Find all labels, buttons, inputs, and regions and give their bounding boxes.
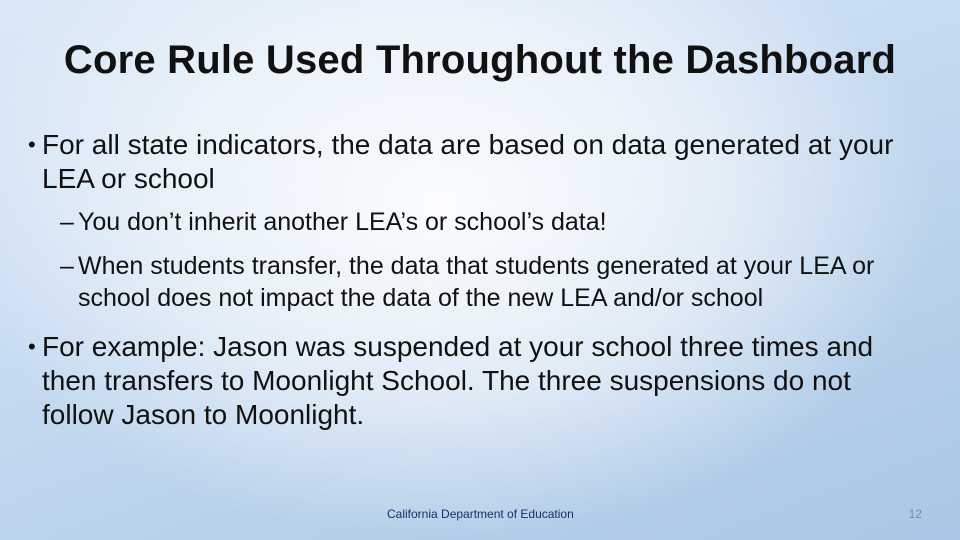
bullet-marker: • [28, 132, 36, 157]
sub-bullet-marker: – [60, 208, 74, 236]
sub-bullet-item [60, 250, 880, 314]
bullet-marker: • [28, 334, 36, 359]
sub-bullet-item [60, 206, 928, 238]
bullet-text: For all state indicators, the data are based on data generated at your LEA or school [42, 129, 894, 194]
sub-bullet-text: When students transfer, the data that students generated at your LEA or school does not impact the data of the new LEA and/or school [78, 252, 875, 312]
slide-title: Core Rule Used Throughout the Dashboard [63, 38, 897, 82]
slide-number: 12 [908, 507, 922, 521]
footer-organization: California Department of Education [387, 507, 574, 521]
bullet-text: For example: Jason was suspended at your school three times and then transfers to Moonlight School. The three suspensions do not follow Jason to Moonlight. [42, 331, 874, 430]
bullet-item [28, 330, 888, 432]
slide-content [28, 128, 928, 432]
bullet-item [28, 128, 928, 196]
sub-bullet-marker: – [60, 252, 74, 280]
sub-bullet-text: You don’t inherit another LEA’s or school’s data! [78, 208, 607, 236]
